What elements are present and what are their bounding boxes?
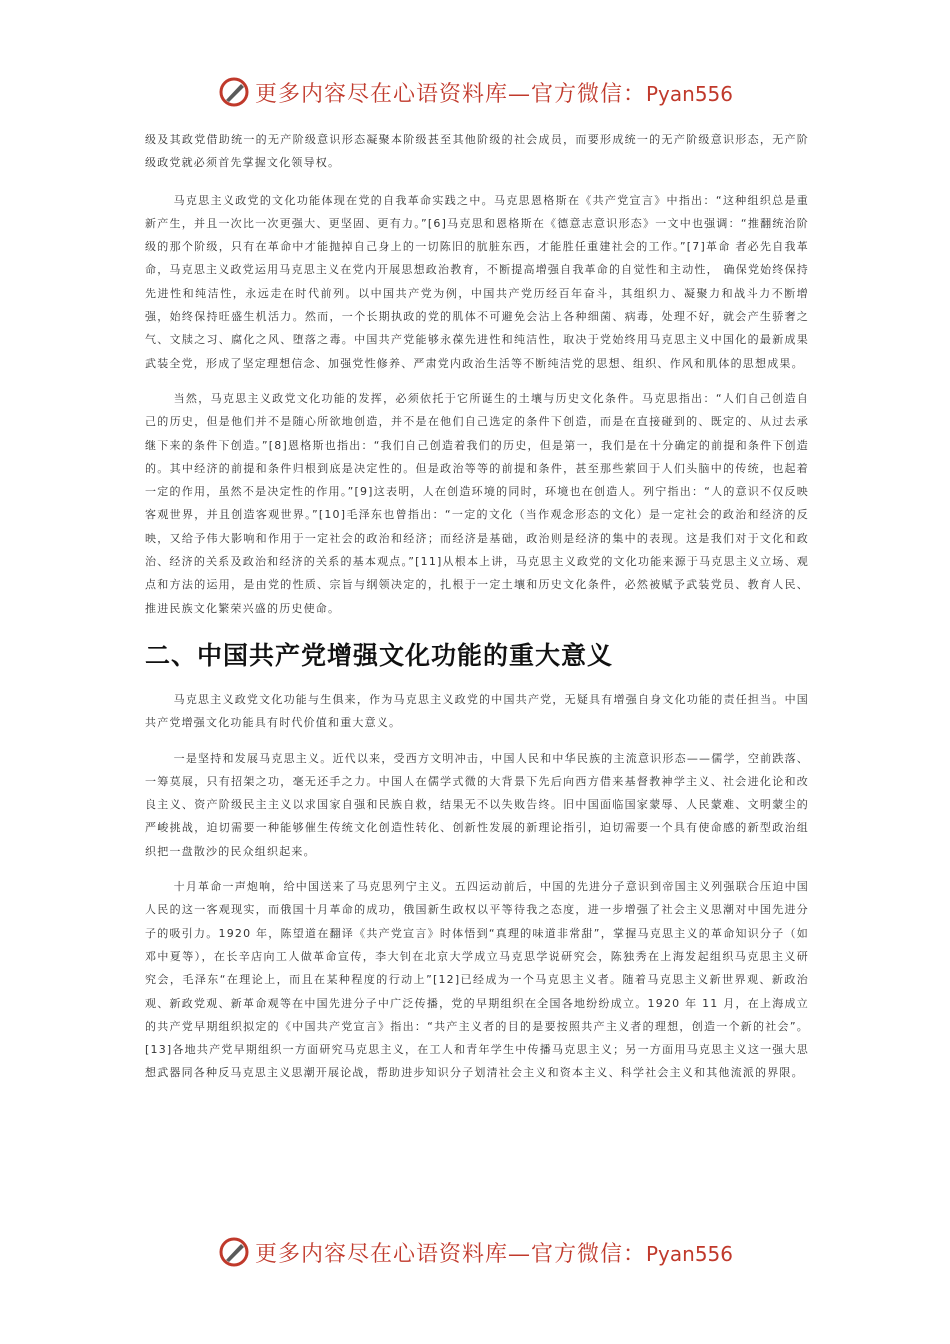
- section-heading: 二、中国共产党增强文化功能的重大意义: [145, 640, 614, 670]
- document-body: [145, 128, 809, 1097]
- quill-seal-icon: [217, 1235, 251, 1269]
- footer-banner: [0, 1232, 950, 1272]
- banner-title: 更多内容尽在心语资料库—官方微信：: [254, 81, 646, 107]
- paragraph: 当然，马克思主义政党文化功能的发挥，必须依托于它所诞生的土壤与历史文化条件。马克思指出：“人们自己创造自己的历史，但是他们并不是随心所欲地创造，并不是在他们自己选定的条件下创造，而是在直接碰到的、既定的、从过去承继下来的条件下创造。”[8]恩格斯也指出：“我们自己创造着我们的历史，但是第一，我们是在十分确定的前提和条件下创造的。其中经济的前提和条件归根到底是决定性的。但是政治等等的前提和条件，甚至那些萦回于人们头脑中的传统，也起着一定的作用，虽然不是决定性的作用。”[9]这表明，人在创造环境的同时，环境也在创造人。列宁指出：“人的意识不仅反映客观世界，并且创造客观世界。”[10]毛泽东也曾指出：“一定的文化（当作观念形态的文化）是一定社会的政治和经济的反映，又给予伟大影响和作用于一定社会的政治和经济；而经济是基础，政治则是经济的集中的表现。这是我们对于文化和政治、经济的关系及政治和经济的关系的基本观点。”[11]从根本上讲，马克思主义政党的文化功能来源于马克思主义立场、观点和方法的运用，是由党的性质、宗旨与纲领决定的，扎根于一定土壤和历史文化条件，必然被赋予武装党员、教育人民、推进民族文化繁荣兴盛的历史使命。: [145, 391, 809, 615]
- paragraph: 级及其政党借助统一的无产阶级意识形态凝聚本阶级甚至其他阶级的社会成员，而要形成统一的无产阶级意识形态，无产阶级政党就必须首先掌握文化领导权。: [145, 133, 809, 170]
- banner-text: [255, 77, 733, 108]
- header-banner: [0, 72, 950, 112]
- paragraph: 一是坚持和发展马克思主义。近代以来，受西方文明冲击，中国人民和中华民族的主流意识形态——儒学，空前跌落、一筹莫展，只有招架之功，毫无还手之力。中国人在儒学式微的大背景下先后向西方借来基督教神学主义、社会进化论和改良主义、资产阶级民主主义以求国家自强和民族自救，结果无不以失败告终。旧中国面临国家蒙辱、人民蒙难、文明蒙尘的严峻挑战，迫切需要一种能够催生传统文化创造性转化、创新性发展的新理论指引，迫切需要一个具有使命感的新型政治组织把一盘散沙的民众组织起来。: [145, 751, 809, 858]
- banner-brand: Pyan556: [646, 1241, 734, 1266]
- banner-brand: Pyan556: [646, 81, 734, 106]
- quill-seal-icon: [217, 75, 251, 109]
- paragraph: 马克思主义政党文化功能与生俱来，作为马克思主义政党的中国共产党，无疑具有增强自身文化功能的责任担当。中国共产党增强文化功能具有时代价值和重大意义。: [145, 692, 809, 730]
- paragraph: 马克思主义政党的文化功能体现在党的自我革命实践之中。马克思恩格斯在《共产党宣言》中指出：“这种组织总是重新产生，并且一次比一次更强大、更坚固、更有力。”[6]马克思和恩格斯在《德意志意识形态》一文中也强调：“推翻统治阶级的那个阶级，只有在革命中才能抛掉自己身上的一切陈旧的肮脏东西，才能胜任重建社会的工作。”[7]革命 者必先自我革命，马克思主义政党运用马克思主义在党内开展思想政治教育，不断提高增强自我革命的自觉性和主动性， 确保党始终保持先进性和纯洁性，永远走在时代前列。以中国共产党为例，中国共产党历经百年奋斗，其组织力、凝聚力和战斗力不断增强，始终保持旺盛生机活力。然而，一个长期执政的党的肌体不可避免会沾上各种细菌、病毒，处理不好，就会产生骄奢之气、文牍之习、腐化之风、堕落之毒。中国共产党能够永葆先进性和纯洁性，取决于党始终用马克思主义中国化的最新成果武装全党，形成了坚定理想信念、加强党性修养、严肃党内政治生活等不断纯洁党的思想、组织、作风和肌体的思想成果。: [145, 193, 809, 370]
- banner-title: 更多内容尽在心语资料库—官方微信：: [254, 1241, 646, 1267]
- paragraph: 十月革命一声炮响，给中国送来了马克思列宁主义。五四运动前后，中国的先进分子意识到帝国主义列强联合压迫中国人民的这一客观现实，而俄国十月革命的成功，俄国新生政权以平等待我之态度，进一步增强了社会主义思潮对中国先进分子的吸引力。1920 年，陈望道在翻译《共产党宣言》时体悟到“真理的味道非常甜”，掌握马克思主义的革命知识分子（如邓中夏等），在长辛店向工人做革命宣传，李大钊在北京大学成立马克思学说研究会，陈独秀在上海发起组织马克思主义研究会，毛泽东“在理论上，而且在某种程度的行动上”[12]已经成为一个马克思主义者。随着马克思主义新世界观、新政治观、新政党观、新革命观等在中国先进分子中广泛传播，党的早期组织在全国各地纷纷成立。1920 年 11 月，在上海成立的共产党早期组织拟定的《中国共产党宣言》指出：“共产主义者的目的是要按照共产主义者的理想，创造一个新的社会”。[13]各地共产党早期组织一方面研究马克思主义，在工人和青年学生中传播马克思主义；另一方面用马克思主义这一强大思想武器同各种反马克思主义思潮开展论战，帮助进步知识分子划清社会主义和资本主义、科学社会主义和其他流派的界限。: [145, 880, 809, 1080]
- banner-text: [255, 1237, 733, 1268]
